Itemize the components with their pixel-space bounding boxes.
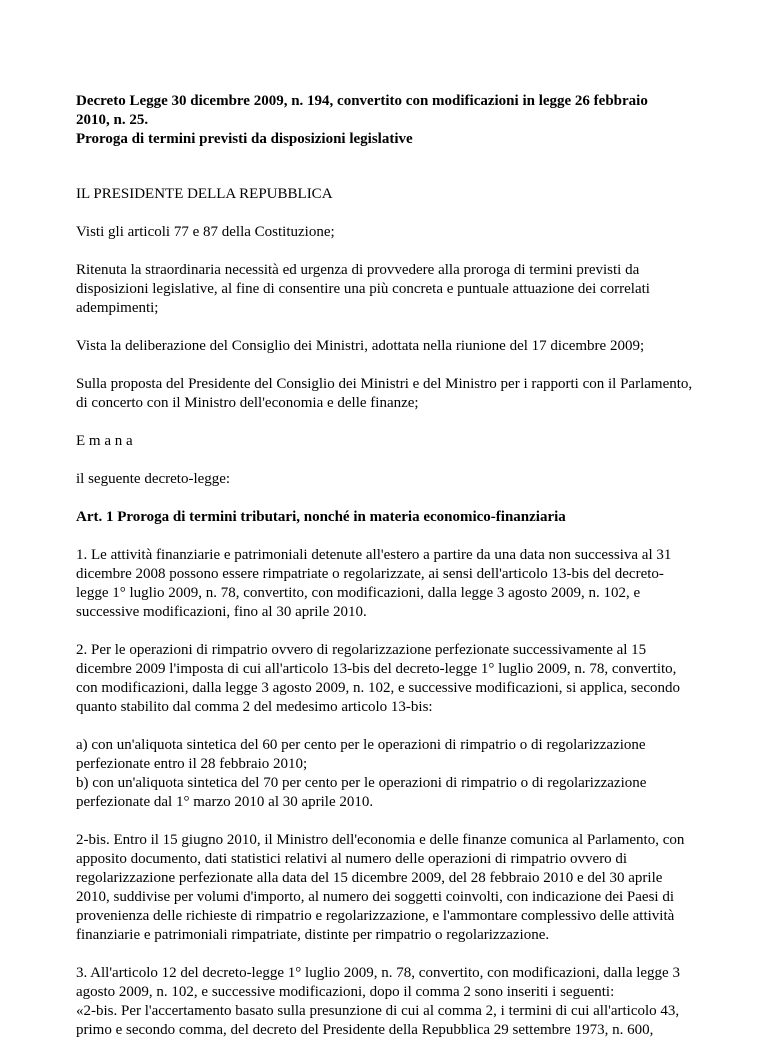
document-content bbox=[76, 92, 696, 1040]
paragraph-ritenuta: Ritenuta la straordinaria necessità ed urgenza di provvedere alla proroga di termini previsti da disposizioni legislative, al fine di consentire una più concreta e puntuale attuazione dei correlati adempimenti; bbox=[76, 262, 650, 316]
paragraph-emana: E m a n a bbox=[76, 433, 133, 449]
comma-2-bis: 2-bis. Entro il 15 giugno 2010, il Ministro dell'economia e delle finanze comunica al Parlamento, con apposito documento, dati statistici relativi al numero delle operazioni di rimpatrio ovvero di regolarizzazione perfezionate alla data del 15 dicembre 2009, del 28 febbraio 2010 e del 30 aprile 2010, suddivise per volumi d'importo, al numero dei soggetti coinvolti, con indicazione dei Paesi di provenienza delle richieste di rimpatrio e regolarizzazione, e l'ammontare complessivo delle attività finanziarie e patrimoniali rimpatriate, distinte per rimpatrio o regolarizzazione. bbox=[76, 832, 685, 943]
title-line-1: Decreto Legge 30 dicembre 2009, n. 194, convertito con modificazioni in legge 26 febbraio bbox=[76, 93, 648, 109]
comma-3 bbox=[76, 964, 696, 1040]
comma-1: 1. Le attività finanziarie e patrimoniali detenute all'estero a partire da una data non successiva al 31 dicembre 2008 possono essere rimpatriate o regolarizzate, ai sensi dell'articolo 13-bis del decreto-legge 1° luglio 2009, n. 78, convertito, con modificazioni, dalla legge 3 agosto 2009, n. 102, e successive modificazioni, fino al 30 aprile 2010. bbox=[76, 547, 672, 620]
document-subtitle: Proroga di termini previsti da disposizioni legislative bbox=[76, 131, 413, 147]
paragraph-vista: Vista la deliberazione del Consiglio dei Ministri, adottata nella riunione del 17 dicembre 2009; bbox=[76, 338, 645, 354]
comma-2-list bbox=[76, 736, 696, 812]
president-heading: IL PRESIDENTE DELLA REPUBBLICA bbox=[76, 186, 333, 202]
paragraph-sulla: Sulla proposta del Presidente del Consiglio dei Ministri e del Ministro per i rapporti con il Parlamento, di concerto con il Ministro dell'economia e delle finanze; bbox=[76, 376, 693, 411]
paragraph-visti: Visti gli articoli 77 e 87 della Costituzione; bbox=[76, 224, 335, 240]
paragraph-seguente: il seguente decreto-legge: bbox=[76, 471, 231, 487]
comma-3-quote: «2-bis. Per l'accertamento basato sulla presunzione di cui al comma 2, i termini di cui all'articolo 43, primo e secondo comma, del decreto del Presidente della Repubblica 29 settembre 1973, n. 600, bbox=[76, 1003, 680, 1038]
document-title bbox=[76, 92, 696, 130]
comma-2-item-a: a) con un'aliquota sintetica del 60 per cento per le operazioni di rimpatrio o di regolarizzazione perfezionate entro il 28 febbraio 2010; bbox=[76, 737, 646, 772]
comma-2-item-b: b) con un'aliquota sintetica del 70 per cento per le operazioni di rimpatrio o di regolarizzazione perfezionate dal 1° marzo 2010 al 30 aprile 2010. bbox=[76, 775, 647, 810]
title-line-2: 2010, n. 25. bbox=[76, 112, 149, 128]
article-1-title: Art. 1 Proroga di termini tributari, nonché in materia economico-finanziaria bbox=[76, 509, 566, 525]
comma-2: 2. Per le operazioni di rimpatrio ovvero di regolarizzazione perfezionate successivamente al 15 dicembre 2009 l'imposta di cui all'articolo 13-bis del decreto-legge 1° luglio 2009, n. 78, convertito, con modificazioni, dalla legge 3 agosto 2009, n. 102, e successive modificazioni, si applica, secondo quanto stabilito dal comma 2 del medesimo articolo 13-bis: bbox=[76, 642, 680, 715]
comma-3-text: 3. All'articolo 12 del decreto-legge 1° luglio 2009, n. 78, convertito, con modificazioni, dalla legge 3 agosto 2009, n. 102, e successive modificazioni, dopo il comma 2 sono inseriti i seguenti: bbox=[76, 965, 680, 1000]
